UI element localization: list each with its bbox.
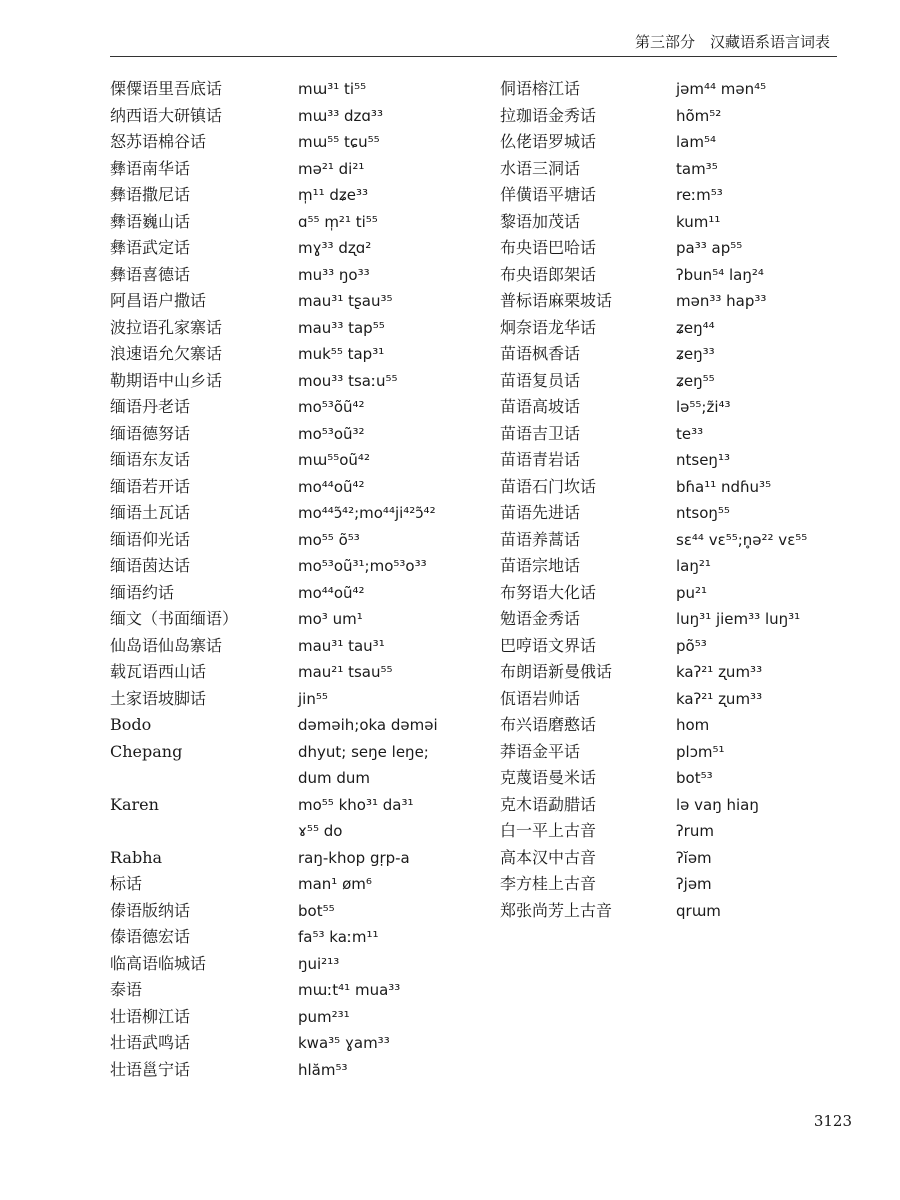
entry-row — [500, 792, 860, 819]
word-form: mau²¹ tsau⁵⁵ — [298, 663, 393, 681]
language-name: 白一平上古音 — [500, 821, 597, 840]
entry-row — [500, 156, 860, 183]
entry-row — [110, 527, 500, 554]
entry-row — [110, 845, 500, 872]
entry-row — [500, 368, 860, 395]
entry-row — [500, 262, 860, 289]
entry-row — [110, 818, 500, 845]
word-form: jin⁵⁵ — [298, 689, 328, 708]
entry-row — [500, 818, 860, 845]
language-name: 彝语巍山话 — [110, 211, 191, 231]
entry-row — [500, 235, 860, 262]
word-form: mu³³ ŋo³³ — [298, 265, 370, 284]
entry-row — [500, 633, 860, 660]
word-form: lam⁵⁴ — [676, 133, 716, 151]
language-name: 壮语柳江话 — [110, 1006, 191, 1026]
entry-row — [110, 712, 500, 739]
word-form: mo⁵³oũ³¹;mo⁵³o³³ — [298, 557, 427, 575]
language-name: 缅语丹老话 — [110, 397, 191, 416]
entry-row — [110, 129, 500, 156]
language-name: 土家语坡脚话 — [110, 688, 207, 708]
word-form: ʔbun⁵⁴ laŋ²⁴ — [676, 265, 764, 284]
entry-row — [110, 500, 500, 527]
entry-row — [500, 341, 860, 368]
language-name: 布央语郎架话 — [500, 264, 597, 284]
language-name: 标话 — [110, 874, 143, 893]
language-name: 彝语武定话 — [110, 238, 191, 257]
entry-row — [500, 500, 860, 527]
word-form: kwa³⁵ ɣam³³ — [298, 1034, 390, 1052]
entry-row — [110, 1030, 500, 1057]
word-form: mə²¹ di²¹ — [298, 159, 365, 178]
entry-row — [110, 898, 500, 925]
language-name: 炯奈语龙华话 — [500, 317, 597, 337]
entry-row — [500, 553, 860, 580]
language-name: 载瓦语西山话 — [110, 662, 207, 681]
language-name: 彝语南华话 — [110, 158, 191, 178]
language-name: 勉语金秀话 — [500, 609, 581, 628]
language-name: 苗语先进话 — [500, 503, 581, 522]
language-name: 彝语撒尼话 — [110, 185, 191, 204]
entry-row — [500, 394, 860, 421]
entry-row — [110, 235, 500, 262]
language-name: 缅语仰光话 — [110, 529, 191, 549]
word-form: ntsoŋ⁵⁵ — [676, 504, 730, 522]
word-form: ʑeŋ³³ — [676, 345, 715, 363]
language-name: 普标语麻栗坡话 — [500, 291, 613, 310]
language-name: 巴哼语文界话 — [500, 635, 597, 655]
word-form: mo⁵³oũ³² — [298, 424, 365, 443]
word-form: lə vaŋ hiaŋ — [676, 795, 759, 814]
word-form: muk⁵⁵ tap³¹ — [298, 345, 385, 363]
entry-row — [500, 182, 860, 209]
language-name: 怒苏语棉谷话 — [110, 132, 207, 151]
language-name: 苗语吉卫话 — [500, 423, 581, 443]
entry-row — [110, 871, 500, 898]
language-name: Karen — [110, 794, 159, 814]
language-name: 傣语版纳话 — [110, 900, 191, 920]
entry-row — [110, 580, 500, 607]
language-name: 缅语土瓦话 — [110, 503, 191, 522]
entry-row — [110, 633, 500, 660]
entry-row — [110, 606, 500, 633]
language-name: 壮语武鸣话 — [110, 1033, 191, 1052]
word-form: mou³³ tsaːu⁵⁵ — [298, 371, 398, 390]
entry-row — [500, 474, 860, 501]
word-form: mɯ³¹ ti⁵⁵ — [298, 80, 367, 98]
word-form: plɔm⁵¹ — [676, 742, 725, 761]
word-form: laŋ²¹ — [676, 557, 711, 575]
entry-row — [110, 341, 500, 368]
language-name: 苗语石门坎话 — [500, 476, 597, 496]
word-form: tam³⁵ — [676, 159, 718, 178]
entry-row — [110, 553, 500, 580]
entry-row — [110, 474, 500, 501]
word-form: mo⁵⁵ kho³¹ da³¹ — [298, 795, 414, 814]
entry-row — [110, 156, 500, 183]
entry-row — [500, 447, 860, 474]
entry-row — [110, 103, 500, 130]
word-form: ʔrum — [676, 822, 714, 840]
language-name: 侗语榕江话 — [500, 79, 581, 98]
language-name: 纳西语大研镇话 — [110, 105, 223, 125]
entry-row — [110, 977, 500, 1004]
language-name: 克蔑语曼米话 — [500, 768, 597, 787]
language-name: 布央语巴哈话 — [500, 238, 597, 257]
entry-row — [110, 765, 500, 792]
entry-row — [110, 686, 500, 713]
word-form: kum¹¹ — [676, 212, 721, 231]
word-form: mau³¹ tau³¹ — [298, 636, 385, 655]
entry-row — [500, 712, 860, 739]
entry-row — [500, 129, 860, 156]
word-form: mo⁵³õũ⁴² — [298, 398, 365, 416]
language-name: 苗语高坡话 — [500, 397, 581, 416]
language-name: 高本汉中古音 — [500, 847, 597, 867]
word-form: kaʔ²¹ ʐum³³ — [676, 689, 763, 708]
language-name: Chepang — [110, 741, 183, 761]
word-form: m̩¹¹ dʑe³³ — [298, 186, 369, 204]
language-name: 阿昌语户撒话 — [110, 291, 207, 310]
word-form: ʑeŋ⁵⁵ — [676, 371, 715, 390]
language-name: 拉珈语金秀话 — [500, 105, 597, 125]
entry-row — [500, 580, 860, 607]
word-form: mɯ³³ dzɑ³³ — [298, 106, 383, 125]
word-form: mau³³ tap⁵⁵ — [298, 318, 385, 337]
word-form: mau³¹ tʂau³⁵ — [298, 292, 393, 310]
word-form: mɯ⁵⁵ tɕu⁵⁵ — [298, 133, 380, 151]
word-form: lə⁵⁵;z̃i⁴³ — [676, 398, 731, 416]
word-form: qrɯm — [676, 901, 721, 920]
left-column — [110, 76, 500, 1083]
entry-row — [500, 315, 860, 342]
language-name: 仫佬语罗城话 — [500, 132, 597, 151]
entry-row — [110, 1057, 500, 1084]
entry-row — [500, 76, 860, 103]
language-name: 莽语金平话 — [500, 741, 581, 761]
word-form: mo⁴⁴oũ⁴² — [298, 583, 365, 602]
word-form: bot⁵³ — [676, 769, 713, 787]
word-form: hom — [676, 716, 710, 734]
entry-row — [110, 368, 500, 395]
entry-row — [110, 951, 500, 978]
word-form: pa³³ ap⁵⁵ — [676, 239, 743, 257]
language-name: 布努语大化话 — [500, 582, 597, 602]
word-form: mo³ um¹ — [298, 610, 363, 628]
language-name: 傣语德宏话 — [110, 927, 191, 946]
word-form: põ⁵³ — [676, 636, 707, 655]
language-name: Rabha — [110, 847, 163, 867]
word-form: pu²¹ — [676, 583, 708, 602]
entry-row — [500, 209, 860, 236]
language-name: 郑张尚芳上古音 — [500, 900, 613, 920]
entry-row — [110, 262, 500, 289]
language-name: 缅语约话 — [110, 582, 175, 602]
running-header: 第三部分 汉藏语系语言词表 — [634, 33, 830, 51]
word-form: bɦa¹¹ ndɦu³⁵ — [676, 477, 772, 496]
language-name: 彝语喜德话 — [110, 264, 191, 284]
language-name: Bodo — [110, 715, 152, 734]
language-name: 黎语加茂话 — [500, 211, 581, 231]
word-form: ŋui²¹³ — [298, 954, 340, 973]
language-name: 仙岛语仙岛寨话 — [110, 635, 223, 655]
language-name: 布兴语磨憨话 — [500, 715, 597, 734]
language-name: 泰语 — [110, 980, 143, 999]
language-name: 缅语茵达话 — [110, 556, 191, 575]
word-form: hlăm⁵³ — [298, 1060, 348, 1079]
entry-row — [500, 103, 860, 130]
entry-row — [110, 447, 500, 474]
language-name: 苗语复员话 — [500, 370, 581, 390]
word-form: mən³³ hap³³ — [676, 292, 767, 310]
word-form: ntseŋ¹³ — [676, 451, 730, 469]
page-number: 3123 — [813, 1112, 852, 1130]
language-name: 布朗语新曼俄话 — [500, 662, 613, 681]
language-name: 傈僳语里吾底话 — [110, 79, 223, 98]
word-form: dəməih;oka dəməi — [298, 716, 438, 734]
entry-row — [110, 1004, 500, 1031]
right-column — [500, 76, 860, 924]
entry-row — [500, 898, 860, 925]
language-name: 苗语养蒿话 — [500, 529, 581, 549]
entry-row — [500, 421, 860, 448]
word-form: ʔĭəm — [676, 848, 712, 867]
word-form: jəm⁴⁴ mən⁴⁵ — [676, 80, 767, 98]
language-name: 克木语勐腊话 — [500, 794, 597, 814]
word-form: dum dum — [298, 769, 371, 787]
word-form: ʔjəm — [676, 875, 712, 893]
entry-row — [110, 288, 500, 315]
entry-row — [500, 659, 860, 686]
entry-row — [500, 606, 860, 633]
word-form: dhyut; seŋe leŋe; — [298, 742, 429, 761]
entry-row — [110, 792, 500, 819]
entry-row — [500, 765, 860, 792]
entry-row — [110, 182, 500, 209]
word-form: mo⁴⁴oũ⁴² — [298, 477, 365, 496]
entry-row — [500, 871, 860, 898]
word-form: ʑeŋ⁴⁴ — [676, 318, 715, 337]
entry-row — [500, 739, 860, 766]
language-name: 临高语临城话 — [110, 953, 207, 973]
language-name: 水语三洞话 — [500, 158, 581, 178]
language-name: 波拉语孔家寨话 — [110, 317, 223, 337]
entry-row — [110, 394, 500, 421]
entry-row — [500, 288, 860, 315]
entry-row — [500, 686, 860, 713]
word-form: bot⁵⁵ — [298, 901, 335, 920]
language-name: 佯僙语平塘话 — [500, 185, 597, 204]
language-name: 佤语岩帅话 — [500, 688, 581, 708]
language-name: 勒期语中山乡话 — [110, 370, 223, 390]
language-name: 缅语若开话 — [110, 476, 191, 496]
word-form: pum²³¹ — [298, 1007, 350, 1026]
word-form: te³³ — [676, 424, 704, 443]
word-form: ɤ⁵⁵ do — [298, 822, 343, 840]
word-form: mɯːt⁴¹ mua³³ — [298, 981, 401, 999]
word-form: sɛ⁴⁴ vɛ⁵⁵;n̥ə²² vɛ⁵⁵ — [676, 530, 808, 549]
word-form: mo⁵⁵ õ⁵³ — [298, 530, 360, 549]
header-rule — [110, 56, 837, 57]
language-name: 苗语青岩话 — [500, 450, 581, 469]
entry-row — [110, 315, 500, 342]
language-name: 缅文（书面缅语） — [110, 609, 239, 628]
language-name: 缅语德努话 — [110, 423, 191, 443]
entry-row — [500, 527, 860, 554]
entry-row — [110, 739, 500, 766]
word-form: hõm⁵² — [676, 106, 722, 125]
word-form: kaʔ²¹ ʐum³³ — [676, 663, 763, 681]
entry-row — [110, 209, 500, 236]
entry-row — [110, 421, 500, 448]
word-form: mo⁴⁴ɔ̃⁴²;mo⁴⁴ji⁴²ɔ̃⁴² — [298, 504, 436, 522]
entry-row — [110, 659, 500, 686]
word-form: man¹ øm⁶ — [298, 875, 372, 893]
word-form: mɣ³³ dʐɑ² — [298, 239, 372, 257]
entry-row — [500, 845, 860, 872]
word-form: raŋ-khop gṛp-a — [298, 848, 410, 867]
entry-row — [110, 924, 500, 951]
word-form: reːm⁵³ — [676, 186, 723, 204]
word-form: ɑ⁵⁵ m̩²¹ ti⁵⁵ — [298, 212, 378, 231]
language-name: 苗语宗地话 — [500, 556, 581, 575]
word-form: fa⁵³ kaːm¹¹ — [298, 928, 379, 946]
word-form: mɯ⁵⁵oũ⁴² — [298, 451, 370, 469]
entry-row — [110, 76, 500, 103]
language-name: 浪速语允欠寨话 — [110, 344, 223, 363]
language-name: 李方桂上古音 — [500, 874, 597, 893]
language-name: 壮语邕宁话 — [110, 1059, 191, 1079]
language-name: 缅语东友话 — [110, 450, 191, 469]
language-name: 苗语枫香话 — [500, 344, 581, 363]
word-form: luŋ³¹ jiem³³ luŋ³¹ — [676, 610, 801, 628]
